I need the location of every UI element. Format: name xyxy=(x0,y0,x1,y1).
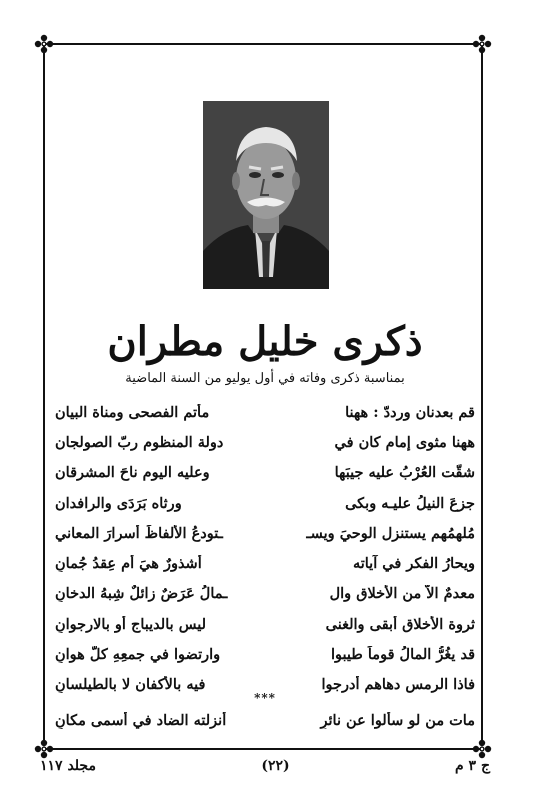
verse-line xyxy=(55,427,475,457)
verse-second-hemistich: وارتضوا في جمعِهِ كلَّ هوانِ xyxy=(55,646,221,664)
section-separator: *** xyxy=(254,691,276,705)
verse-first-hemistich: معدمٌ الاّ من الأخلاق وال xyxy=(329,585,475,603)
page-number: (٢٢) xyxy=(261,758,290,774)
verse-line xyxy=(55,705,475,735)
page-footer xyxy=(40,758,490,774)
verse-second-hemistich: أشذورٌ هيَ أم عِقدُ جُمانِ xyxy=(55,555,202,573)
verse-line xyxy=(55,609,475,639)
verse-second-hemistich: ـتودعُ الألفاظَ أسرارَ المعاني xyxy=(55,524,223,542)
verse-line xyxy=(55,488,475,518)
issue-number: ج ۳ م xyxy=(455,758,490,774)
verse-first-hemistich: مات من لو سألوا عن نائرٍ xyxy=(320,711,475,729)
verse-second-hemistich: مأتم الفصحى ومناة البيان xyxy=(55,403,210,421)
page-title: ذكرى خليل مطران xyxy=(107,318,423,365)
verse-second-hemistich: وعليه اليوم ناحَ المشرقان xyxy=(55,464,210,482)
verse-first-hemistich: شقّت العُرْبُ عليه جيبَها xyxy=(334,464,475,482)
verse-line xyxy=(55,548,475,578)
verse-first-hemistich: فاذا الرمس دهاهم أدرجوا xyxy=(321,676,475,694)
verse-second-hemistich: ليس بالديباج أو بالارجوانِ xyxy=(55,615,206,633)
portrait-photo xyxy=(203,101,329,289)
verse-second-hemistich: ـمالُ عَرَضٌ زائلٌ شِبهُ الدخانِ xyxy=(55,585,228,603)
verse-second-hemistich: دولة المنظوم ربّ الصولجان xyxy=(55,433,224,451)
verse-line xyxy=(55,397,475,427)
verse-first-hemistich: قد يغُرُّ المالُ قوماً طيبوا xyxy=(331,646,475,664)
poem-body xyxy=(55,397,475,700)
verse-second-hemistich: فيه بالأكفان لا بالطيلسانِ xyxy=(55,676,206,694)
verse-line xyxy=(55,518,475,548)
verse-first-hemistich: ههنا مثوى إمام كان في xyxy=(334,433,475,451)
border-bottom xyxy=(46,748,480,750)
subtitle: بمناسبة ذكرى وفاته في أول يوليو من السنة الماضية xyxy=(125,371,405,386)
verse-first-hemistich: مُلهمُهم يستنزل الوحيَ ويسـ xyxy=(306,524,475,542)
verse-first-hemistich: قم بعدنان ورددّ : ههنا xyxy=(345,403,475,421)
rosette-ornament-icon xyxy=(34,34,54,54)
volume-number: مجلد ١١٧ xyxy=(40,758,96,774)
rosette-ornament-icon xyxy=(472,739,492,759)
border-top xyxy=(46,43,480,45)
border-right xyxy=(481,46,483,746)
verse-line xyxy=(55,579,475,609)
verse-first-hemistich: جزعَ النيلُ عليـه وبكى xyxy=(345,494,475,512)
rosette-ornament-icon xyxy=(472,34,492,54)
verse-first-hemistich: ويحارُ الفكر في آياته xyxy=(352,555,475,573)
verse-second-hemistich: ورثاه بَرَدَى والرافدان xyxy=(55,494,182,512)
verse-second-hemistich: أنزلته الضاد في أسمى مكانِ xyxy=(55,711,227,729)
border-left xyxy=(43,46,45,746)
verse-line xyxy=(55,639,475,669)
verse-line xyxy=(55,458,475,488)
rosette-ornament-icon xyxy=(34,739,54,759)
closing-verse xyxy=(55,705,475,735)
verse-first-hemistich: ثروة الأخلاق أبقى والغنى xyxy=(325,615,475,633)
